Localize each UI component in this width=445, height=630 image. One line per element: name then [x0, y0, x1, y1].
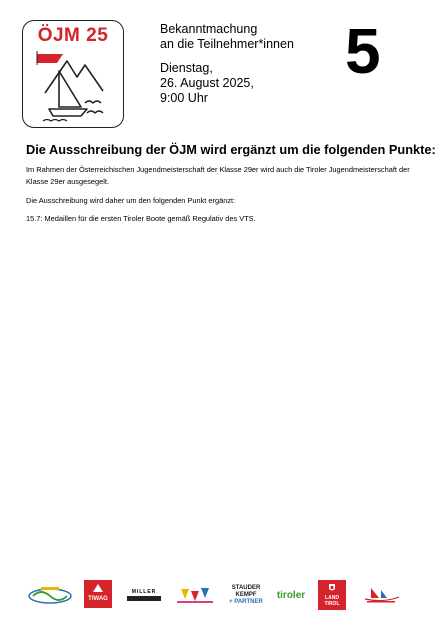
sponsor-logo-stauder-kempf [226, 580, 266, 610]
stauder-line-3: + PARTNER [229, 598, 263, 605]
paragraph-3: 15.7: Medaillen für die ersten Tiroler Boote gemäß Regulativ des VTS. [26, 214, 256, 223]
main-heading: Die Ausschreibung der ÖJM wird ergänzt um die folgenden Punkte: [26, 142, 436, 157]
header-time: 9:00 Uhr [160, 91, 208, 105]
announcement-header [160, 22, 294, 106]
miller-label: MILLER [131, 589, 157, 595]
header-day: Dienstag, [160, 61, 213, 75]
land-line-1: LAND [325, 595, 339, 601]
sponsor-logo-ease [174, 580, 216, 610]
land-line-2: TIROL [324, 601, 340, 607]
sponsor-logo-miller [126, 580, 162, 610]
event-logo [22, 20, 124, 128]
paragraph-1: Im Rahmen der Österreichischen Jugendmeisterschaft der Klasse 29er wird auch die Tiroler Jugendmeisterschaft der Klasse 29er ausgesegelt. [26, 165, 410, 186]
paragraph-2: Die Ausschreibung wird daher um den folgenden Punkt ergänzt: [26, 196, 236, 205]
announcement-number: 5 [345, 15, 381, 87]
header-date: 26. August 2025, [160, 76, 254, 90]
header-line-2: an die Teilnehmer*innen [160, 37, 294, 51]
sponsor-logo-tiroler: tiroler [276, 589, 306, 601]
sponsor-logo-land-tirol [318, 580, 346, 610]
sponsor-logo-haiming [26, 580, 74, 610]
header-line-1: Bekanntmachung [160, 22, 258, 36]
logo-title: ÖJM 25 [37, 25, 109, 46]
stauder-line-2: KEMPF [235, 591, 257, 598]
stauder-line-1: STAUDER [231, 584, 261, 591]
sponsor-logo-sailing-club [360, 580, 402, 610]
tiwag-label: TIWAG [88, 596, 108, 602]
sponsor-logo-tiwag [84, 580, 112, 608]
